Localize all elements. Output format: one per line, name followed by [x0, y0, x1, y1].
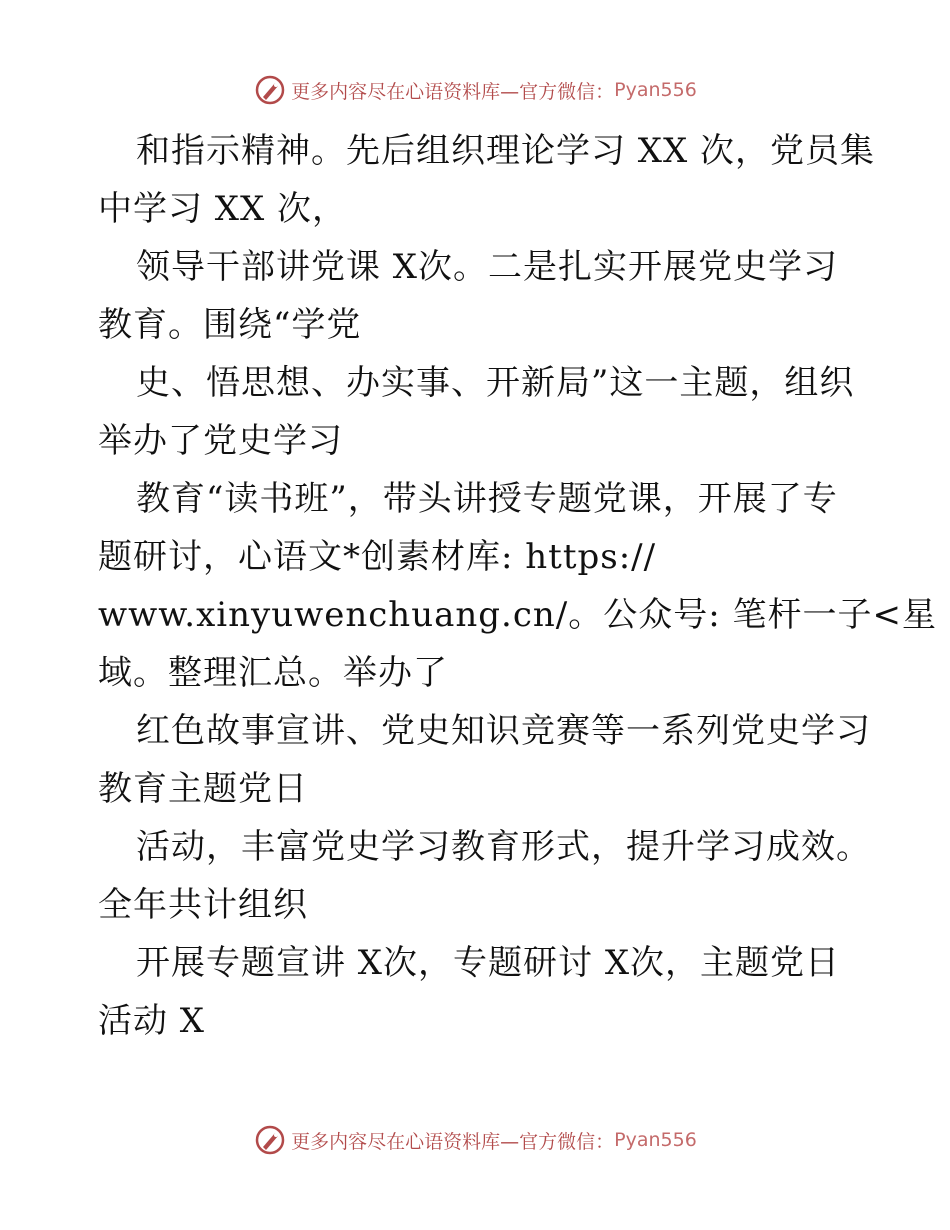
watermark-text: 更多内容尽在心语资料库—官方微信：	[291, 1130, 615, 1153]
watermark-account: Pyan556	[614, 79, 697, 101]
text-line: 领导干部讲党课 X次。二是扎实开展党史学习	[136, 247, 839, 287]
pen-nib-logo-icon	[253, 1123, 287, 1157]
document-body	[98, 122, 937, 1050]
text-line: 和指示精神。先后组织理论学习 XX 次，党员集	[136, 131, 876, 171]
pen-nib-logo-icon	[253, 73, 287, 107]
text-line: 教育“读书班”，带头讲授专题党课，开展了专	[136, 479, 838, 519]
footer-watermark-banner	[0, 1120, 950, 1160]
text-line: 题研讨，心语文*创素材库: https://	[98, 537, 657, 577]
watermark-account: Pyan556	[614, 1129, 697, 1151]
text-line: 红色故事宣讲、党史知识竞赛等一系列党史学习	[136, 711, 871, 751]
header-watermark-banner	[0, 70, 950, 110]
text-line: 举办了党史学习	[98, 421, 343, 461]
watermark-text: 更多内容尽在心语资料库—官方微信：	[291, 80, 615, 103]
text-line: 活动 X	[98, 1001, 206, 1041]
text-line: 史、悟思想、办实事、开新局”这一主题，组织	[136, 363, 855, 403]
text-line: 开展专题宣讲 X次，专题研讨 X次，主题党日	[136, 943, 841, 983]
text-line: 教育。围绕“学党	[98, 305, 362, 345]
text-line: 中学习 XX 次，	[98, 189, 348, 229]
text-line: 全年共计组织	[98, 885, 308, 925]
text-line: 域。整理汇总。举办了	[98, 653, 448, 693]
text-line: 活动，丰富党史学习教育形式，提升学习成效。	[136, 827, 871, 867]
text-line: www.xinyuwenchuang.cn/。公众号: 笔杆一子<星	[98, 595, 937, 635]
text-line: 教育主题党日	[98, 769, 308, 809]
